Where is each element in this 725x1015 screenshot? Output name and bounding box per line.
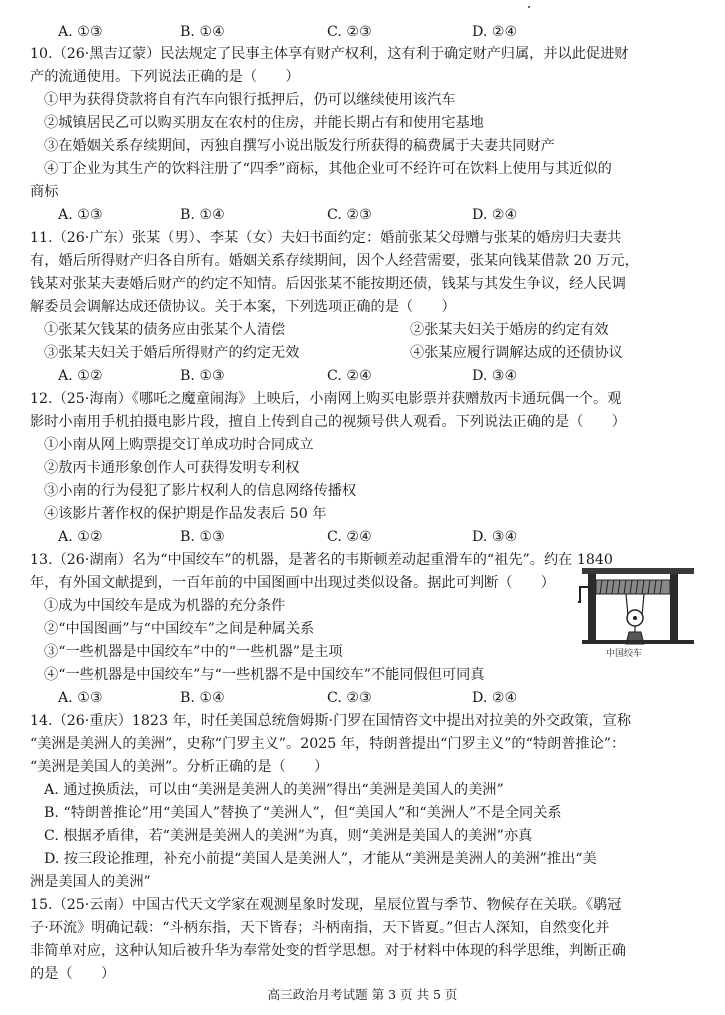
q11-options — [44, 366, 664, 386]
option-d: D. ②④ — [472, 690, 518, 706]
option-a: A. ①② — [58, 529, 103, 545]
q13-item-1: ①成为中国绞车是成为机器的充分条件 — [44, 598, 286, 614]
option-d: D. ②④ — [472, 24, 518, 40]
q11-item-4: ④张某应履行调解达成的还债协议 — [410, 345, 623, 361]
option-b: B. ①③ — [180, 368, 225, 384]
winch-post-left — [588, 574, 596, 640]
option-d: D. ③④ — [472, 368, 518, 384]
winch-pulley-axle — [633, 616, 637, 620]
q15-stem-line-3: 非简单对应，这种认知后被升华为奉常处变的哲学思想。对于材料中体现的科学思维，判断正确 — [30, 943, 626, 959]
option-c: C. ②④ — [327, 529, 372, 545]
q10-options — [44, 205, 664, 225]
q13-item-3: ③“一些机器是中国绞车”中的“一些机器”是主项 — [44, 644, 343, 660]
winch-crank — [578, 587, 588, 602]
q10-item-4: ④丁企业为其生产的饮料注册了“四季”商标，其他企业可不经许可在饮料上使用与其近似的 — [44, 161, 612, 177]
q12-stem-line-1: 12.（25·海南）《哪吒之魔童闹海》上映后，小南网上购买电影票并获赠敖丙卡通玩偶一个。观 — [30, 391, 622, 407]
q10-item-3: ③在婚姻关系存续期间，丙独自撰写小说出版发行所获得的稿费属于夫妻共同财产 — [44, 138, 555, 154]
q12-item-1: ①小南从网上购票提交订单成功时合同成立 — [44, 437, 314, 453]
q14-option-b: B. “特朗普推论”用“美国人”替换了“美洲人”，但“美国人”和“美洲人”不是全同关系 — [44, 805, 562, 821]
q14-option-d: D. 按三段论推理，补充小前提“美国人是美洲人”，才能从“美洲是美洲人的美洲”推出“美 — [44, 851, 597, 867]
winch-base — [582, 640, 694, 644]
q12-item-2: ②敖丙卡通形象创作人可获得发明专利权 — [44, 460, 300, 476]
q13-item-2: ②“中国图画”与“中国绞车”之间是种属关系 — [44, 621, 315, 637]
q10-item-4-cont: 商标 — [30, 184, 59, 200]
winch-illustration — [578, 560, 698, 660]
winch-crossbar — [582, 568, 694, 574]
option-a: A. ①③ — [58, 207, 103, 223]
option-b: B. ①③ — [180, 529, 225, 545]
q12-item-4: ④该影片著作权的保护期是作品发表后 50 年 — [44, 506, 327, 522]
q11-item-2: ②张某夫妇关于婚房的约定有效 — [410, 322, 609, 338]
option-c: C. ②③ — [327, 690, 372, 706]
option-b: B. ①④ — [180, 207, 225, 223]
q10-stem-line-2: 产的流通使用。下列说法正确的是（ ） — [30, 69, 300, 85]
q14-stem-line-3: “美洲是美国人的美洲”。分析正确的是（ ） — [30, 759, 329, 775]
option-a: A. ①③ — [58, 24, 103, 40]
q15-stem-line-2: 子·环流》明确记载：“斗柄东指，天下皆春；斗柄南指，天下皆夏。”但古人深知，自然变化并 — [30, 920, 610, 936]
q12-item-3: ③小南的行为侵犯了影片权利人的信息网络传播权 — [44, 483, 357, 499]
q15-stem-line-1: 15.（25·云南）中国古代天文学家在观测星象时发现，星辰位置与季节、物候存在关联。《鹖冠 — [30, 897, 622, 913]
q9-options — [44, 22, 664, 42]
option-b: B. ①④ — [180, 690, 225, 706]
q13-stem-line-1: 13.（26·湖南）名为“中国绞车”的机器，是著名的韦斯顿差动起重滑车的“祖先”。约在 1840 — [30, 552, 613, 568]
option-c: C. ②④ — [327, 368, 372, 384]
option-a: A. ①③ — [58, 690, 103, 706]
q14-stem-line-2: “美洲是美洲人的美洲”，史称“门罗主义”。2025 年，特朗普提出“门罗主义”的“特朗普推论”： — [30, 736, 626, 752]
figure-caption: 中国绞车 — [606, 649, 643, 659]
option-a: A. ①② — [58, 368, 103, 384]
q10-item-2: ②城镇居民乙可以购买朋友在农村的住房，并能长期占有和使用宅基地 — [44, 115, 484, 131]
q14-option-a: A. 通过换质法，可以由“美洲是美洲人的美洲”得出“美洲是美国人的美洲” — [44, 782, 504, 798]
q10-stem-line-1: 10.（26·黑吉辽蒙）民法规定了民事主体享有财产权利，这有利于确定财产归属，并以此促进财 — [30, 46, 629, 62]
q13-stem-line-2: 年，有外国文献提到，一百年前的中国图画中出现过类似设备。据此可判断（ ） — [30, 575, 555, 591]
q11-item-1: ①张某欠钱某的债务应由张某个人清偿 — [44, 322, 286, 338]
q14-option-d-cont: 洲是美国人的美洲” — [30, 874, 151, 890]
q11-stem-line-4: 解委员会调解达成还债协议。关于本案，下列选项正确的是（ ） — [30, 299, 456, 315]
winch-rope-right — [642, 594, 644, 616]
q12-options — [44, 527, 664, 547]
q14-option-c: C. 根据矛盾律，若“美洲是美洲人的美洲”为真，则“美洲是美国人的美洲”亦真 — [44, 828, 533, 844]
scan-speck — [528, 6, 530, 8]
winch-post-right — [670, 574, 678, 640]
q11-stem-line-2: 有，婚后所得财产归各自所有。婚姻关系存续期间，因个人经营需要，张某向钱某借款 20 万元， — [30, 253, 639, 269]
option-d: D. ②④ — [472, 207, 518, 223]
q14-stem-line-1: 14.（26·重庆）1823 年，时任美国总统詹姆斯·门罗在国情咨文中提出对拉美的外交政策，宣称 — [30, 713, 632, 729]
q13-item-4: ④“一些机器是中国绞车”与“一些机器不是中国绞车”不能同假但可同真 — [44, 667, 485, 683]
option-c: C. ②③ — [327, 24, 372, 40]
option-b: B. ①④ — [180, 24, 225, 40]
q11-stem-line-3: 钱某对张某夫妻婚后财产的约定不知情。后因张某不能按期还债，钱某与其发生争议，经人民调 — [30, 276, 626, 292]
page-footer: 高三政治月考试题 第 3 页 共 5 页 — [267, 987, 458, 1002]
q11-item-3: ③张某夫妇关于婚后所得财产的约定无效 — [44, 345, 300, 361]
winch-rope-left — [626, 594, 628, 616]
q13-options — [44, 688, 664, 708]
option-d: D. ③④ — [472, 529, 518, 545]
q11-stem-line-1: 11.（26·广东）张某（男）、李某（女）夫妇书面约定：婚前张某父母赠与张某的婚房归夫妻共 — [30, 230, 622, 246]
q15-stem-line-4: 的是（ ） — [30, 966, 116, 982]
q10-item-1: ①甲为获得贷款将自有汽车向银行抵押后，仍可以继续使用该汽车 — [44, 92, 456, 108]
q12-stem-line-2: 影时小南用手机拍摄电影片段，擅自上传到自己的视频号供人观看。下列说法正确的是（ ） — [30, 414, 626, 430]
option-c: C. ②③ — [327, 207, 372, 223]
